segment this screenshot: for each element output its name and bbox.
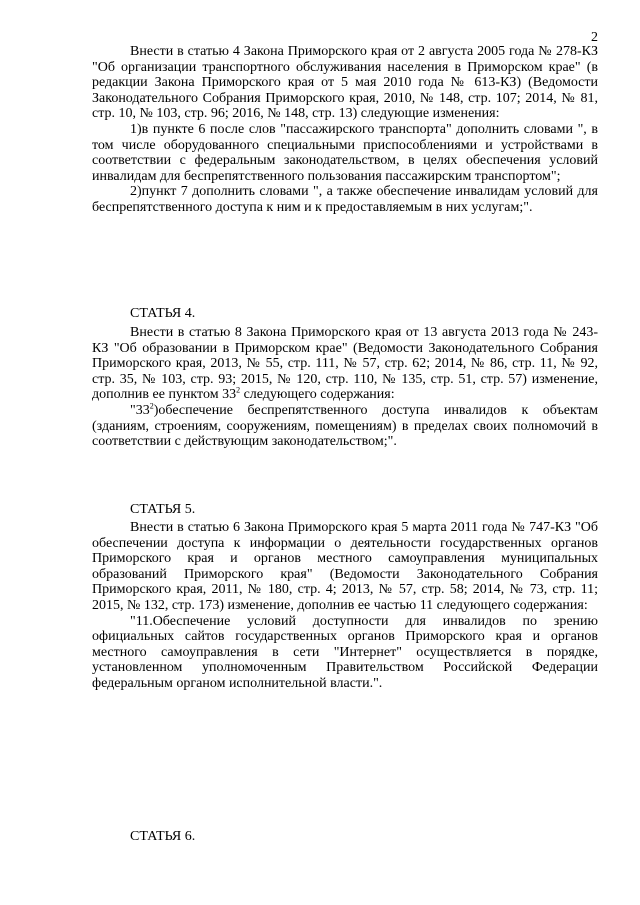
article5-intro: Внести в статью 6 Закона Приморского края 5 марта 2011 года № 747-КЗ "Об обеспечении доступа к информации о деятельности государственных органов Приморского края и органов местного самоуправления муниципальных образований Приморского края" (Ведомости Законодательного Собрания Приморского края, 2011, № 180, стр. 4; 2013, № 57, стр. 58; 2014, № 73, стр. 11; 2015, № 132, стр. 173) изменение, дополнив ее частью 11 следующего содержания: (92, 520, 598, 613)
article5-body (92, 520, 598, 692)
article4-item: "$33^2)обеспечение$ беспрепятственного доступа инвалидов к объектам (зданиям, строениям, сооружениям, помещениям) в пределах своих полномочий в соответствии с действующим законодательством;". (92, 401, 598, 450)
article4-intro: Внести в статью 8 Закона Приморского края от 13 августа 2013 года № 243-КЗ "Об образовании в Приморском крае" (Ведомости Законодательного Собрания Приморского края, 2013, № 55, стр. 111, № 57, стр. 62; 2014, № 86, стр. 11, № 92, стр. 35, № 103, стр. 93; 2015, № 120, стр. 110, № 135, стр. 51, стр. 57) изменение, дополнив ее пунктом $33^2$ следующего содержания: (92, 325, 598, 403)
article4-body (92, 325, 598, 450)
article3-intro: Внести в статью 4 Закона Приморского края от 2 августа 2005 года № 278-КЗ "Об организации транспортного обслуживания населения в Приморском крае" (в редакции Закона Приморского края от 5 мая 2010 года № 613-КЗ) (Ведомости Законодательного Собрания Приморского края, 2010, № 148, стр. 107; 2014, № 81, стр. 10, № 103, стр. 96; 2016, № 148, стр. 13) следующие изменения: (92, 44, 598, 122)
page-number: 2 (591, 30, 598, 45)
article4-heading: СТАТЬЯ 4. (130, 306, 196, 321)
article6-heading: СТАТЬЯ 6. (130, 829, 196, 844)
article5-item: "11.Обеспечение условий доступности для инвалидов по зрению официальных сайтов государственных органов Приморского края и органов местного самоуправления в сети "Интернет" осуществляется в порядке, установленном уполномоченным Правительством Российской Федерации федеральным органом исполнительной власти.". (92, 613, 598, 691)
article3-body (92, 44, 598, 216)
article3-item-2: 2)пункт 7 дополнить словами ", а также обеспечение инвалидам условий для беспрепятственного доступа к ним и к предоставляемым в них услугам;". (92, 184, 598, 215)
article3-item-1: 1)в пункте 6 после слов "пассажирского транспорта" дополнить словами ", в том числе оборудованного специальными приспособлениями и устройствами в соответствии с федеральным законодательством, в целях обеспечения условий инвалидам для беспрепятственного пользования пассажирским транспортом"; (92, 121, 598, 184)
article5-heading: СТАТЬЯ 5. (130, 502, 196, 517)
